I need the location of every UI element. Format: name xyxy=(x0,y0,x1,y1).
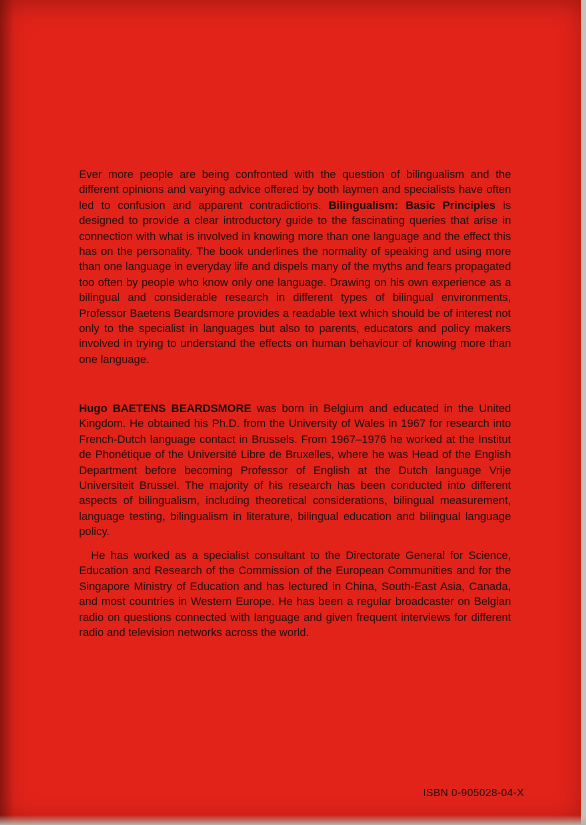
page-edge xyxy=(581,0,586,825)
author-career-body: He has worked as a specialist consultant to the Directorate General for Science, Education and Research of the Commission of the European Communities and for the Singapore Ministry of Education and has lectured in China, South-East Asia, Canada, and most countries in Western Europe. He has been a regular broadcaster on Belgian radio on questions connected with language and given frequent interviews for different radio and television networks across the world. xyxy=(79,550,511,640)
author-bio xyxy=(79,402,511,541)
description-lead: Ever more people are being confronted with the question of bilingualism and the different opinions and varying advice offered by both laymen and specialists have often led to confusion and apparent contradictions. xyxy=(79,169,511,212)
author-bio-body: was born in Belgium and educated in the United Kingdom. He obtained his Ph.D. from the University of Wales in 1967 for research into French-Dutch language contact in Brussels. From 1967–1976 he worked at the Institut de Phonétique of the Université Libre de Bruxelles, where he was Head of the English Department before becoming Professor of English at the Dutch language Vrije Universiteit Brussel. The majority of his research has been conducted into different aspects of bilingualism, including theoretical considerations, bilingual measurement, language testing, bilingualism in literature, bilingual education and bilingual language policy. xyxy=(79,403,511,539)
author-name: Hugo BAETENS BEARDSMORE xyxy=(79,403,252,415)
author-career xyxy=(79,549,511,641)
description-body: is designed to provide a clear introductory guide to the fascinating queries that arise in connection with what is involved in knowing more than one language and the effect this has on the personality. The book underlines the normality of speaking and using more than one language in everyday life and dispels many of the myths and fears propagated too often by people who know only one language. Drawing on his own experience as a bilingual and considerable research in different types of bilingual environments, Professor Baetens Beardsmore provides a readable text which should be of interest not only to the specialist in languages but also to parents, educators and policy makers involved in trying to understand the effects on human behaviour of knowing more than one language. xyxy=(79,199,511,366)
spine-shadow xyxy=(0,0,14,825)
book-title: Bilingualism: Basic Principles xyxy=(328,199,496,212)
isbn: ISBN 0-905028-04-X xyxy=(423,787,525,799)
bottom-edge xyxy=(0,815,586,825)
book-description xyxy=(79,168,511,368)
